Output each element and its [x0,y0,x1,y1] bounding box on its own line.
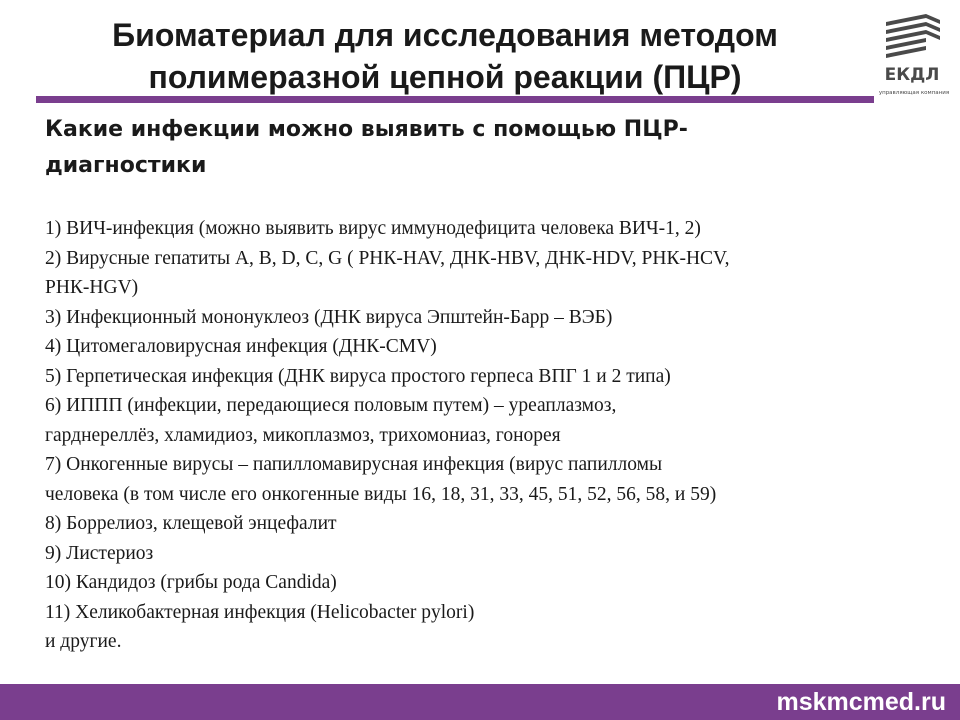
list-item-text: гарднереллёз, хламидиоз, микоплазмоз, трихомониаз, гонорея [45,424,561,446]
list-item [45,450,905,509]
list-item-text: 6) ИППП (инфекции, передающиеся половым путем) – уреаплазмоз, [45,395,617,416]
section-heading-line: диагностики [45,153,207,178]
list-item [45,539,905,569]
list-item-text: 4) Цитомегаловирусная инфекция (ДНК-CMV) [45,336,437,357]
list-item-text: 7) Онкогенные вирусы – папилломавирусная инфекция (вирус папилломы [45,454,663,475]
site-watermark: mskmcmed.ru [776,688,946,716]
logo-caption: управляющая компания [878,90,950,96]
logo-mark-text: ЕКДЛ [884,65,940,85]
list-item [45,332,905,362]
list-item [45,244,905,303]
infection-list [45,214,905,657]
list-item-text: человека (в том числе его онкогенные виды 16, 18, 31, 33, 45, 51, 52, 56, 58, и 59) [45,483,717,505]
list-item-text: 5) Герпетическая инфекция (ДНК вируса простого герпеса ВПГ 1 и 2 типа) [45,365,671,387]
list-item [45,627,905,657]
list-item [45,568,905,598]
list-item-text: 3) Инфекционный мононуклеоз (ДНК вируса Эпштейн-Барр – ВЭБ) [45,306,613,328]
company-logo [878,10,950,106]
list-item-text: и другие. [45,631,122,652]
logo-stripes-icon [886,14,940,58]
list-item-text: 11) Хеликобактерная инфекция (Helicobacter pylori) [45,601,475,623]
list-item-text: 10) Кандидоз (грибы рода Candida) [45,572,337,593]
list-item-text: 2) Вирусные гепатиты А, В, D, С, G ( РНК-HAV, ДНК-HBV, ДНК-HDV, РНК-HCV, [45,247,730,269]
list-item [45,509,905,539]
slide-title [30,14,860,98]
list-item [45,214,905,244]
list-item-text: РНК-HGV) [45,277,139,298]
title-divider [36,96,874,103]
section-heading [45,112,785,184]
list-item [45,303,905,333]
footer-bar [0,684,960,720]
list-item-text: 8) Боррелиоз, клещевой энцефалит [45,513,337,534]
section-heading-line: Какие инфекции можно выявить с помощью ПЦР- [45,117,688,142]
slide-title-line: Биоматериал для исследования методом [112,17,778,53]
list-item [45,598,905,628]
slide-title-line: полимеразной цепной реакции (ПЦР) [148,59,742,95]
list-item [45,391,905,450]
list-item [45,362,905,392]
list-item-text: 1) ВИЧ-инфекция (можно выявить вирус иммунодефицита человека ВИЧ-1, 2) [45,218,701,239]
list-item-text: 9) Листериоз [45,542,154,564]
